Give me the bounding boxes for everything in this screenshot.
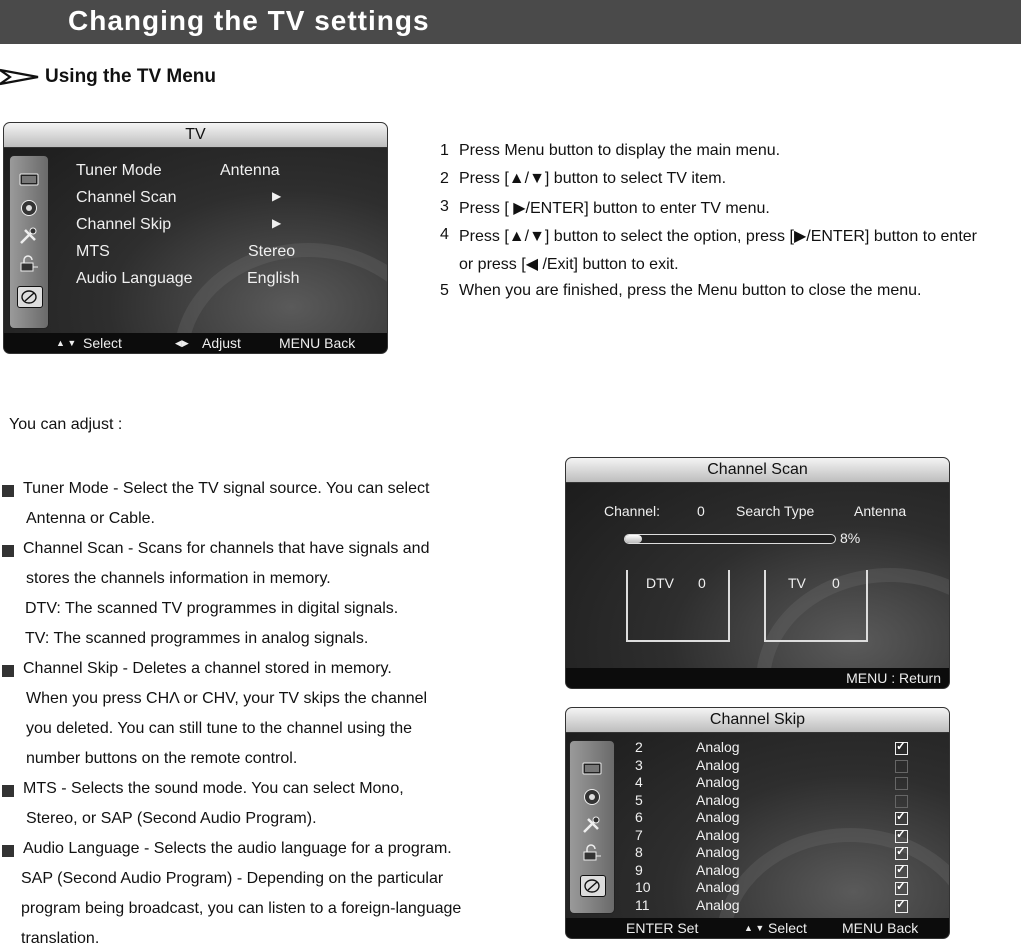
step-text: or press [◀ /Exit] button to exit.: [459, 256, 679, 273]
scan-progress-text: 8%: [840, 530, 861, 546]
tv-menu-option-label[interactable]: Tuner Mode: [76, 162, 162, 179]
tv-icon[interactable]: [580, 759, 604, 779]
bullet-marker: [2, 545, 14, 557]
scan-progress-fill: [625, 535, 642, 543]
tv-menu-option-label[interactable]: MTS: [76, 243, 110, 260]
settings-icon[interactable]: [580, 815, 604, 835]
description-line: stores the channels information in memory.: [26, 570, 331, 587]
description-line: you deleted. You can still tune to the channel using the: [26, 720, 413, 737]
channel-number: 4: [635, 774, 643, 790]
skip-checkbox[interactable]: [895, 847, 908, 860]
channel-type: Analog: [696, 791, 740, 808]
tv-menu-option-value: Antenna: [220, 162, 280, 179]
instruction-step: [440, 282, 1020, 304]
description-line: Audio Language - Selects the audio language for a program.: [23, 840, 452, 857]
dtv-label: DTV: [646, 575, 674, 591]
instruction-step: [440, 226, 1020, 248]
channel-value: 0: [697, 503, 705, 519]
step-number: 5: [440, 282, 449, 299]
description-line: MTS - Selects the sound mode. You can select Mono,: [23, 780, 404, 797]
tv-menu-screen: [3, 122, 388, 354]
scan-progress-bar: [624, 534, 836, 544]
adjust-intro: You can adjust :: [9, 416, 123, 433]
channel-number: 2: [635, 739, 643, 755]
channel-type: Analog: [696, 756, 740, 773]
satellite-dish-icon[interactable]: [17, 286, 43, 308]
description-line: TV: The scanned programmes in analog signals.: [25, 630, 369, 647]
bullet-marker: [2, 785, 14, 797]
instruction-step: [440, 170, 1020, 192]
description-line: When you press CHΛ or CHV, your TV skips the channel: [26, 690, 428, 707]
channel-scan-screen: [565, 457, 950, 689]
channel-type: Analog: [696, 844, 740, 860]
lock-icon[interactable]: [580, 843, 604, 863]
section-title: Using the TV Menu: [45, 66, 216, 87]
skip-checkbox[interactable]: [895, 865, 908, 878]
channel-skip-footer: [566, 918, 949, 938]
description-line: translation.: [21, 930, 100, 947]
bullet-marker: [2, 665, 14, 677]
return-label[interactable]: MENU : Return: [846, 670, 941, 686]
tv-count-box: [764, 570, 868, 642]
step-number: 3: [440, 198, 449, 215]
channel-scan-title: Channel Scan: [566, 458, 949, 483]
channel-label: Channel:: [604, 503, 661, 519]
bullet-marker: [2, 485, 14, 497]
channel-number: 8: [635, 844, 643, 860]
description-line: Stereo, or SAP (Second Audio Program).: [26, 810, 317, 827]
instruction-step: [440, 198, 1020, 220]
tv-menu-footer: [4, 333, 387, 353]
channel-type: Analog: [696, 861, 740, 878]
tv-menu-icon-bar: [9, 155, 49, 329]
tv-label: TV: [788, 575, 806, 591]
footer-back-label[interactable]: MENU Back: [279, 335, 356, 351]
channel-number: 3: [635, 756, 643, 773]
skip-checkbox[interactable]: [895, 830, 908, 843]
description-line: program being broadcast, you can listen to a foreign-language: [21, 900, 462, 917]
sound-icon[interactable]: [17, 198, 41, 218]
channel-number: 9: [635, 861, 643, 878]
skip-checkbox[interactable]: [895, 900, 908, 913]
channel-type: Analog: [696, 739, 740, 755]
description-line: Channel Scan - Scans for channels that have signals and: [23, 540, 430, 557]
tv-value: 0: [832, 575, 840, 591]
step-number: 1: [440, 142, 449, 159]
footer-select-label: Select: [768, 920, 807, 936]
left-right-arrows-icon: ◀▶: [175, 338, 189, 348]
tv-menu-option-value: Stereo: [248, 243, 296, 260]
skip-checkbox[interactable]: [895, 795, 908, 808]
description-line: Antenna or Cable.: [26, 510, 155, 527]
footer-set-label[interactable]: ENTER Set: [626, 920, 699, 936]
dtv-count-box: [626, 570, 730, 642]
step-text: Press Menu button to display the main menu.: [459, 142, 781, 159]
sound-icon[interactable]: [580, 787, 604, 807]
instruction-step: [440, 142, 1020, 164]
up-down-arrows-icon: ▲ ▼: [56, 338, 77, 348]
tv-menu-option-label[interactable]: Channel Skip: [76, 216, 172, 233]
step-number: 4: [440, 226, 449, 243]
channel-type: Analog: [696, 809, 740, 825]
step-text: Press [▲/▼] button to select the option, press [▶/ENTER] button to enter: [459, 228, 977, 245]
page-title: Changing the TV settings: [68, 5, 430, 36]
up-down-arrows-icon: ▲ ▼: [744, 923, 765, 933]
description-line: Tuner Mode - Select the TV signal source. You can select: [23, 480, 430, 497]
description-line: number buttons on the remote control.: [26, 750, 298, 767]
search-type-label: Search Type: [736, 503, 815, 519]
skip-checkbox[interactable]: [895, 812, 908, 825]
description-line: Channel Skip - Deletes a channel stored in memory.: [23, 660, 392, 677]
tv-menu-option-label[interactable]: Channel Scan: [76, 189, 177, 206]
channel-number: 6: [635, 809, 643, 825]
footer-select-label: Select: [83, 335, 122, 351]
skip-checkbox[interactable]: [895, 760, 908, 773]
footer-adjust-label: Adjust: [202, 335, 241, 351]
tv-menu-option-value: ▶: [272, 189, 282, 203]
step-text: Press [ ▶/ENTER] button to enter TV menu.: [459, 200, 770, 217]
tv-menu-option-label[interactable]: Audio Language: [76, 270, 193, 287]
tv-icon[interactable]: [17, 170, 41, 190]
channel-type: Analog: [696, 879, 740, 895]
step-text: When you are finished, press the Menu button to close the menu.: [459, 282, 922, 299]
skip-checkbox[interactable]: [895, 742, 908, 755]
bullet-marker: [2, 845, 14, 857]
channel-skip-icon-bar: [569, 740, 615, 914]
channel-number: 7: [635, 826, 643, 843]
description-line: SAP (Second Audio Program) - Depending on the particular: [21, 870, 444, 887]
step-text: Press [▲/▼] button to select TV item.: [459, 170, 727, 187]
footer-back-label[interactable]: MENU Back: [842, 920, 919, 936]
tv-menu-title: TV: [4, 123, 387, 148]
channel-number: 5: [635, 791, 643, 808]
arrow-icon: [0, 68, 40, 86]
search-type-value: Antenna: [854, 503, 907, 519]
channel-scan-footer: [566, 668, 949, 688]
tv-menu-option-value: ▶: [272, 216, 282, 230]
instruction-step: [440, 254, 1020, 276]
channel-number: 11: [635, 896, 650, 913]
channel-type: Analog: [696, 774, 740, 790]
skip-checkbox[interactable]: [895, 882, 908, 895]
settings-icon[interactable]: [17, 226, 41, 246]
tv-menu-option-value: English: [247, 270, 300, 287]
lock-icon[interactable]: [17, 254, 41, 274]
channel-type: Analog: [696, 896, 740, 913]
channel-skip-title: Channel Skip: [566, 708, 949, 733]
channel-number: 10: [635, 879, 651, 895]
satellite-dish-icon[interactable]: [580, 875, 606, 897]
channel-type: Analog: [696, 826, 740, 843]
step-number: 2: [440, 170, 449, 187]
page-title-bar: [0, 0, 1021, 44]
description-line: DTV: The scanned TV programmes in digital signals.: [25, 600, 399, 617]
skip-checkbox[interactable]: [895, 777, 908, 790]
dtv-value: 0: [698, 575, 706, 591]
channel-skip-screen: [565, 707, 950, 939]
